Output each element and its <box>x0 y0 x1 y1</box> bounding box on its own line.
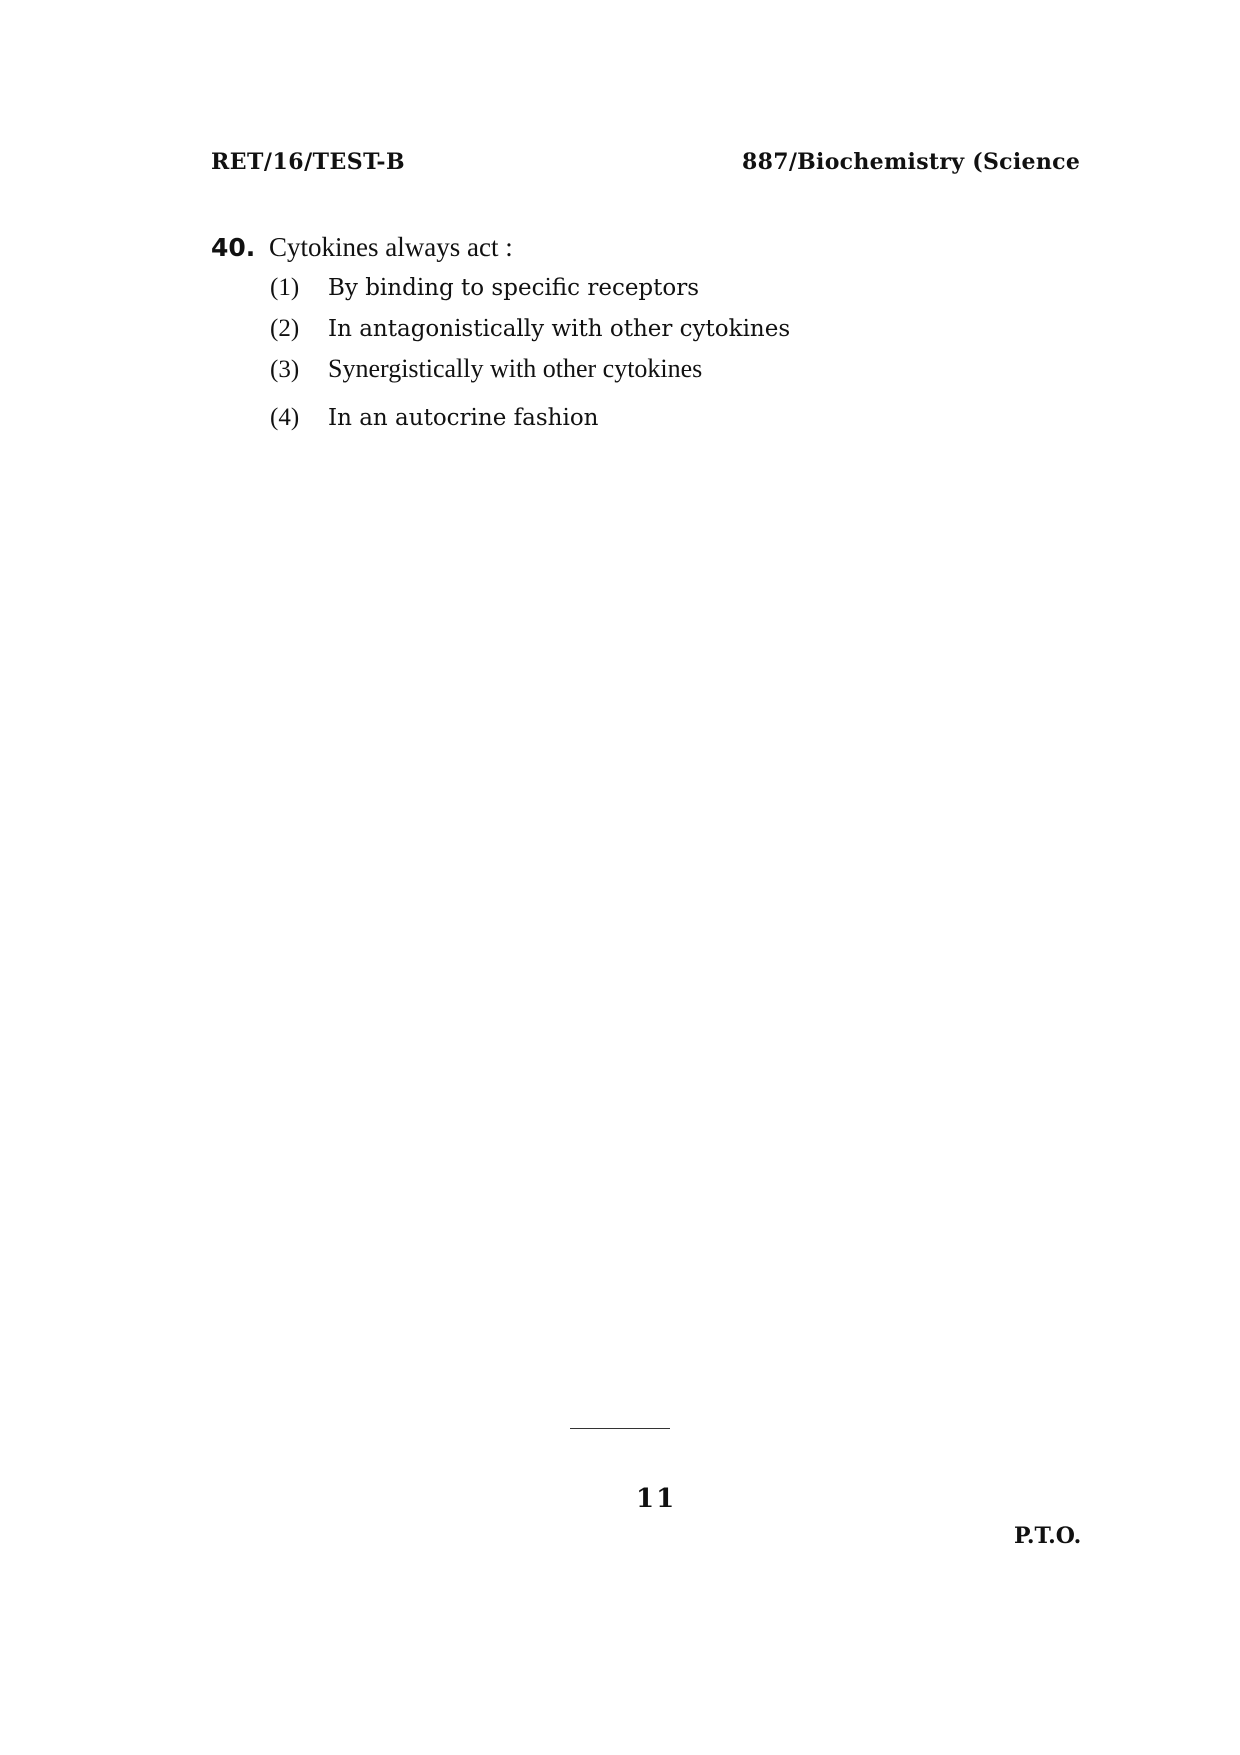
end-of-section-rule <box>570 1428 670 1429</box>
option-text: In an autocrine fashion <box>328 405 599 431</box>
header-subject: 887/Biochemistry (Science <box>742 149 1081 175</box>
option-number: (3) <box>270 356 300 383</box>
option-3 <box>270 354 702 384</box>
page-number: 11 <box>636 1484 677 1514</box>
option-4 <box>270 402 599 432</box>
option-text: In antagonistically with other cytokines <box>328 316 791 342</box>
question-number: 40. <box>211 233 256 262</box>
option-1 <box>270 272 699 302</box>
question-text: Cytokines always act : <box>269 232 513 262</box>
header-paper-code: RET/16/TEST-B <box>211 149 406 175</box>
option-number: (1) <box>270 274 300 301</box>
please-turn-over: P.T.O. <box>1014 1523 1082 1549</box>
question-stem <box>211 232 513 263</box>
option-number: (2) <box>270 315 300 342</box>
option-number: (4) <box>270 404 300 431</box>
option-2 <box>270 313 790 343</box>
option-text: Synergistically with other cytokines <box>328 354 703 383</box>
option-text: By binding to specific receptors <box>328 275 700 301</box>
